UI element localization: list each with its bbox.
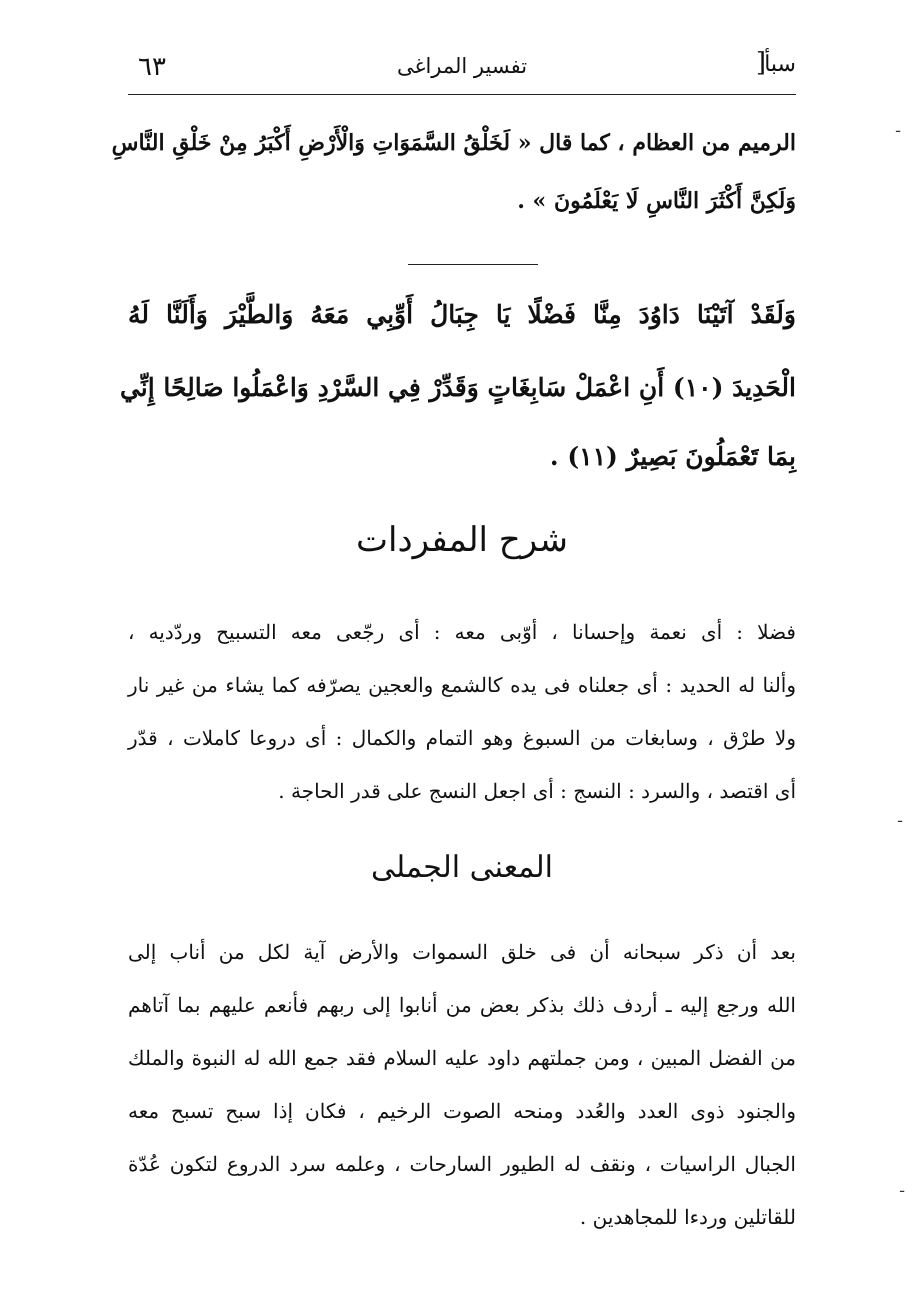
meaning-line: للقاتلين وردءا للمجاهدين .	[579, 1205, 796, 1229]
scan-speck: ـ	[900, 1180, 905, 1196]
meaning-line: الله ورجع إليه ـ أردف ذلك بذكر بعض من أنابوا إلى ربهم فأنعم عليهم بما آتاهم	[128, 993, 796, 1017]
section-heading-meaning: المعنى الجملى	[370, 850, 553, 885]
section-heading-vocabulary: شرح المفردات	[355, 520, 569, 560]
scan-speck: ـ	[896, 120, 901, 136]
page-header	[128, 42, 796, 94]
header-rule	[128, 94, 796, 95]
vocabulary-line: ولا طرْق ، وسابغات من السبوغ وهو التمام والكمال : أى دروعا كاملات ، قدّر	[128, 726, 796, 750]
commentary-line: الرميم من العظام ، كما قال « لَخَلْقُ السَّمَوَاتِ وَالْأَرْضِ أَكْبَرُ مِنْ خَلْقِ النَّاسِ	[111, 130, 796, 156]
surah-bracket: ]	[755, 48, 766, 78]
page-number: ٦٣	[138, 52, 166, 82]
vocabulary-line: فضلا : أى نعمة وإحسانا ، أوّبى معه : أى رجّعى معه التسبيح وردّديه ،	[128, 620, 796, 644]
meaning-line: والجنود ذوى العدد والعُدد ومنحه الصوت الرخيم ، فكان إذا سبح تسبح معه	[128, 1099, 796, 1123]
surah-name: سبأ	[764, 52, 796, 77]
commentary-line: وَلَكِنَّ أَكْثَرَ النَّاسِ لَا يَعْلَمُونَ » .	[517, 188, 796, 214]
vocabulary-line: أى اقتصد ، والسرد : النسج : أى اجعل النسج على قدر الحاجة .	[278, 779, 796, 803]
verse-line: الْحَدِيدَ (١٠) أَنِ اعْمَلْ سَابِغَاتٍ وَقَدِّرْ فِي السَّرْدِ وَاعْمَلُوا صَالِحًا إِنِّي	[119, 373, 796, 402]
separator-rule	[408, 264, 538, 265]
meaning-line: من الفضل المبين ، ومن جملتهم داود عليه السلام فقد جمع الله له النبوة والملك	[128, 1046, 796, 1070]
meaning-line: الجبال الراسيات ، ونقف له الطيور السارحات ، وعلمه سرد الدروع لتكون عُدّة	[128, 1152, 796, 1176]
verse-line: وَلَقَدْ آتَيْنَا دَاوُدَ مِنَّا فَضْلًا يَا جِبَالُ أَوِّبِي مَعَهُ وَالطَّيْرَ وَأَلَنَّا لَهُ	[128, 300, 796, 329]
meaning-line: بعد أن ذكر سبحانه أن فى خلق السموات والأرض آية لكل من أناب إلى	[128, 940, 796, 964]
scan-speck: ـ	[898, 810, 903, 826]
verse-line: بِمَا تَعْمَلُونَ بَصِيرٌ (١١) .	[549, 442, 796, 471]
running-title: تفسير المراغى	[396, 54, 528, 78]
vocabulary-line: وألنا له الحديد : أى جعلناه فى يده كالشمع والعجين يصرّفه كما يشاء من غير نار	[128, 673, 796, 697]
